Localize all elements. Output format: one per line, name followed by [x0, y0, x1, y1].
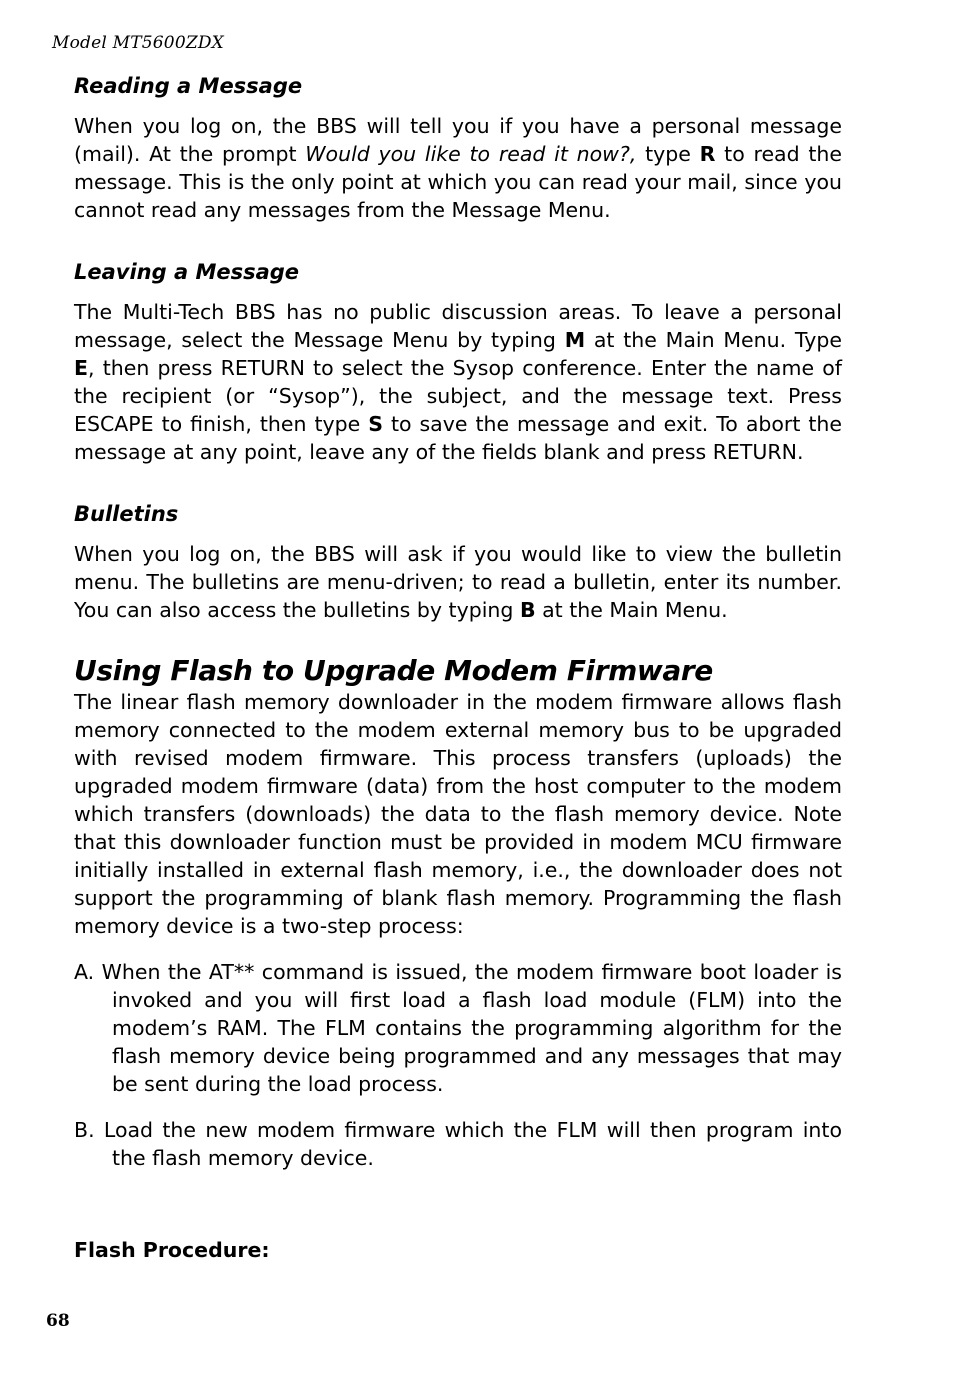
paragraph-reading-message	[74, 112, 842, 224]
heading-leaving-message: Leaving a Message	[74, 260, 300, 284]
text-segment: When you log on, the BBS will tell you if you have a personal message (mail). At the prompt	[74, 114, 842, 166]
spacer	[74, 1172, 842, 1236]
text-segment: type	[636, 142, 700, 166]
key-m: M	[564, 328, 586, 352]
text-segment: to save the message and exit. To abort the message at any point, leave any of the fields blank and press RETURN.	[74, 412, 843, 464]
spacer	[74, 624, 842, 654]
key-r: R	[699, 142, 716, 166]
running-header: Model MT5600ZDX	[52, 33, 224, 53]
text-segment: The Multi-Tech BBS has no public discussion areas. To leave a personal message, select the Message Menu by typing	[74, 300, 842, 352]
text-segment: at the Main Menu. Type	[585, 328, 842, 352]
heading-reading-message: Reading a Message	[74, 74, 303, 98]
paragraph-leaving-message	[74, 298, 842, 466]
key-e: E	[74, 356, 89, 380]
text-segment: , then press RETURN to select the Sysop conference. Enter the name of the recipient (or “Sysop”), the subject, and the message text. Press ESCAPE to finish, then type	[74, 356, 842, 436]
paragraph-flash-intro: The linear flash memory downloader in the modem firmware allows flash memory connected to the modem external memory bus to be upgraded with revised modem firmware. This process transfers (uploads) the upgraded modem firmware (data) from the host computer to the modem which transfers (downloads) the data to the flash memory device. Note that this downloader function must be provided in modem MCU firmware initially installed in external flash memory, i.e., the downloader does not support the programming of blank flash memory. Programming the flash memory device is a two-step process:	[74, 690, 842, 938]
spacer	[74, 224, 842, 258]
spacer	[74, 466, 842, 500]
step-a: A. When the AT** command is issued, the modem firmware boot loader is invoked and you will first load a flash load module (FLM) into the modem’s RAM. The FLM contains the programming algorithm for the flash memory device being programmed and any messages that may be sent during the load process.	[74, 960, 842, 1096]
section-title-flash: Using Flash to Upgrade Modem Firmware	[74, 654, 713, 687]
paragraph-bulletins	[74, 540, 842, 624]
page-number: 68	[46, 1311, 70, 1331]
text-segment: When you log on, the BBS will ask if you would like to view the bulletin menu. The bulletins are menu-driven; to read a bulletin, enter its number. You can also access the bulletins by typing	[74, 542, 842, 622]
text-segment: to read the message. This is the only point at which you can read your mail, since you cannot read any messages from the Message Menu.	[74, 142, 843, 222]
step-b: B. Load the new modem firmware which the FLM will then program into the flash memory device.	[74, 1118, 842, 1170]
page-content	[74, 72, 842, 1264]
flash-procedure-heading: Flash Procedure:	[74, 1238, 270, 1262]
text-segment: at the Main Menu.	[535, 598, 728, 622]
prompt-text: Would you like to read it now?,	[305, 142, 637, 166]
heading-bulletins: Bulletins	[74, 502, 179, 526]
key-b: B	[519, 598, 536, 622]
key-s: S	[368, 412, 383, 436]
